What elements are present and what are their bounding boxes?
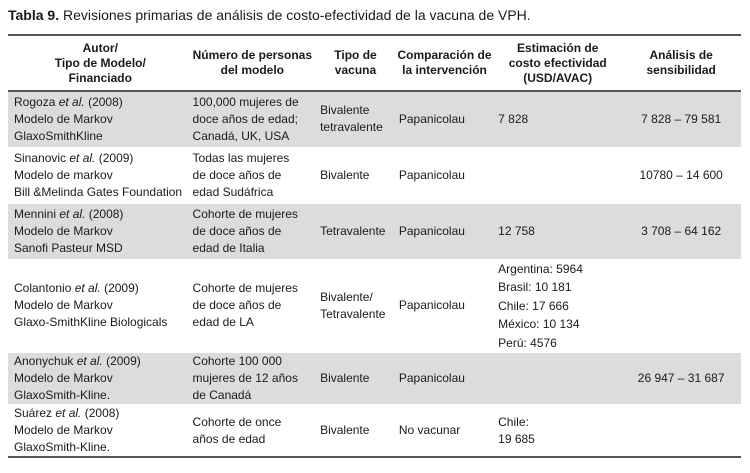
funder: Bill &Melinda Gates Foundation xyxy=(14,184,183,199)
population-cell xyxy=(189,353,317,405)
author-name: Colantonio xyxy=(14,281,72,296)
author-etal: et al. xyxy=(52,406,82,420)
model-type: Modelo de Markov xyxy=(14,298,113,313)
vaccine-line: Tetravalente xyxy=(320,306,386,321)
model-type: Modelo de Markov xyxy=(14,371,113,385)
table-row xyxy=(8,353,741,405)
population-cell xyxy=(189,147,317,203)
population-line: años de edad xyxy=(192,431,266,446)
header-comparison: Comparación de la intervención xyxy=(397,48,492,77)
population-line: doce años de edad; xyxy=(192,111,298,126)
population-line: Canadá, UK, USA xyxy=(192,128,290,143)
population-line: de Canadá xyxy=(192,388,252,402)
population-cell xyxy=(189,91,317,147)
funder: GlaxoSmith-Kline. xyxy=(14,440,111,454)
sensitivity-cell: 3 708 – 64 162 xyxy=(641,223,722,238)
sensitivity-cell xyxy=(621,259,741,353)
estimate-cell xyxy=(494,147,621,203)
table-header xyxy=(8,35,741,91)
author-cell xyxy=(8,91,189,147)
population-line: edad de Italia xyxy=(192,240,265,255)
author-cell xyxy=(8,353,189,405)
table-caption-text: Revisiones primarias de análisis de costo-efectividad de la vacuna de VPH. xyxy=(59,7,531,23)
funder: GlaxoSmithKline xyxy=(14,128,103,143)
sensitivity-cell: 26 947 – 31 687 xyxy=(637,371,725,385)
sensitivity-cell: 10780 – 14 600 xyxy=(639,167,723,182)
author-line xyxy=(14,150,185,167)
table-body xyxy=(8,91,741,457)
table-caption xyxy=(8,6,531,24)
author-line xyxy=(14,206,185,223)
model-type: Modelo de Markov xyxy=(14,223,113,238)
table-row xyxy=(8,147,741,203)
vaccine-cell xyxy=(316,203,395,259)
estimate-line: México: 10 134 xyxy=(498,317,580,331)
estimate-line: 19 685 xyxy=(498,431,535,446)
model-type: Modelo de markov xyxy=(14,167,113,182)
estimate-line: Chile: 17 666 xyxy=(498,298,569,313)
sensitivity-cell: 7 828 – 79 581 xyxy=(641,111,722,126)
population-line: Cohorte de once xyxy=(192,414,282,429)
estimate-line: Chile: xyxy=(498,414,529,429)
table-row xyxy=(8,203,741,259)
author-cell xyxy=(8,405,189,458)
population-cell xyxy=(189,405,317,458)
comparison-cell: Papanicolau xyxy=(398,167,465,182)
comparison-cell: Papanicolau xyxy=(398,111,465,126)
population-line: Cohorte de mujeres xyxy=(192,281,298,296)
author-line xyxy=(14,405,185,422)
population-line: Todas las mujeres xyxy=(192,150,290,165)
author-etal: et al. xyxy=(56,206,86,221)
population-line: Cohorte de mujeres xyxy=(192,206,298,221)
header-population: Número de personas del modelo xyxy=(192,48,312,77)
population-line: de doce años de xyxy=(192,298,282,313)
author-name: Suárez xyxy=(14,406,53,420)
estimate-cell xyxy=(494,405,621,458)
author-cell xyxy=(8,259,189,353)
comparison-cell: No vacunar xyxy=(398,423,461,437)
funder: Sanofi Pasteur MSD xyxy=(14,240,123,255)
sensitivity-cell xyxy=(621,405,741,458)
header-author: Autor/ Tipo de Modelo/ Financiado xyxy=(54,40,146,85)
comparison-cell: Papanicolau xyxy=(398,298,465,313)
population-line: edad de LA xyxy=(192,315,254,330)
header-vaccine: Tipo de vacuna xyxy=(334,48,377,77)
author-name: Anonychuk xyxy=(14,354,74,368)
vaccine-line: Bivalente xyxy=(320,371,370,385)
population-line: de doce años de xyxy=(192,167,282,182)
author-name: Sinanovic xyxy=(14,150,67,165)
population-line: Cohorte 100 000 xyxy=(192,354,282,368)
author-etal: et al. xyxy=(71,281,101,296)
estimate-cell xyxy=(494,353,621,405)
estimate-line: 7 828 xyxy=(498,111,529,126)
table-caption-label: Tabla 9. xyxy=(8,7,60,23)
population-cell xyxy=(189,203,317,259)
author-cell xyxy=(8,147,189,203)
estimate-cell xyxy=(494,259,621,353)
estimate-cell xyxy=(494,91,621,147)
cost-effectiveness-table xyxy=(8,34,741,458)
table-row xyxy=(8,259,741,353)
estimate-line: Argentina: 5964 xyxy=(498,261,583,276)
author-line xyxy=(14,280,185,297)
author-etal: et al. xyxy=(66,150,96,165)
author-year: (2009) xyxy=(100,281,139,296)
vaccine-line: Bivalente xyxy=(320,167,370,182)
table-row xyxy=(8,91,741,147)
vaccine-line: Bivalente/ xyxy=(320,289,373,304)
vaccine-cell xyxy=(316,353,395,405)
population-line: de doce años de xyxy=(192,223,282,238)
population-cell xyxy=(189,259,317,353)
vaccine-line: Bivalente xyxy=(320,423,370,437)
header-row xyxy=(8,35,741,91)
comparison-cell: Papanicolau xyxy=(398,223,465,238)
author-etal: et al. xyxy=(55,94,85,109)
vaccine-cell xyxy=(316,405,395,458)
author-year: (2009) xyxy=(95,150,134,165)
vaccine-cell xyxy=(316,91,395,147)
author-name: Mennini xyxy=(14,206,57,221)
author-year: (2008) xyxy=(81,406,120,420)
table-row xyxy=(8,405,741,458)
estimate-line: Perú: 4576 xyxy=(498,335,557,350)
estimate-cell xyxy=(494,203,621,259)
funder: GlaxoSmith-Kline. xyxy=(14,388,111,402)
population-line: mujeres de 12 años xyxy=(192,371,298,385)
comparison-cell: Papanicolau xyxy=(398,371,465,385)
author-etal: et al. xyxy=(73,354,103,368)
vaccine-cell xyxy=(316,259,395,353)
population-line: 100,000 mujeres de xyxy=(192,94,299,109)
author-cell xyxy=(8,203,189,259)
header-estimate: Estimación de costo efectividad (USD/AVAC) xyxy=(508,40,607,85)
author-year: (2008) xyxy=(85,206,124,221)
funder: Glaxo-SmithKline Biologicals xyxy=(14,315,168,330)
vaccine-line: tetravalente xyxy=(320,120,383,135)
estimate-line: Brasil: 10 181 xyxy=(498,280,572,294)
author-year: (2008) xyxy=(84,94,123,109)
vaccine-cell xyxy=(316,147,395,203)
estimate-line: 12 758 xyxy=(498,223,535,238)
model-type: Modelo de Markov xyxy=(14,423,113,437)
vaccine-line: Tetravalente xyxy=(320,223,386,238)
author-year: (2009) xyxy=(102,354,141,368)
model-type: Modelo de Markov xyxy=(14,111,113,126)
vaccine-line: Bivalente xyxy=(320,103,370,118)
author-line xyxy=(14,353,185,370)
population-line: edad Sudáfrica xyxy=(192,184,274,199)
header-sensitivity: Análisis de sensibilidad xyxy=(646,48,716,77)
author-name: Rogoza xyxy=(14,94,56,109)
author-line xyxy=(14,94,185,111)
